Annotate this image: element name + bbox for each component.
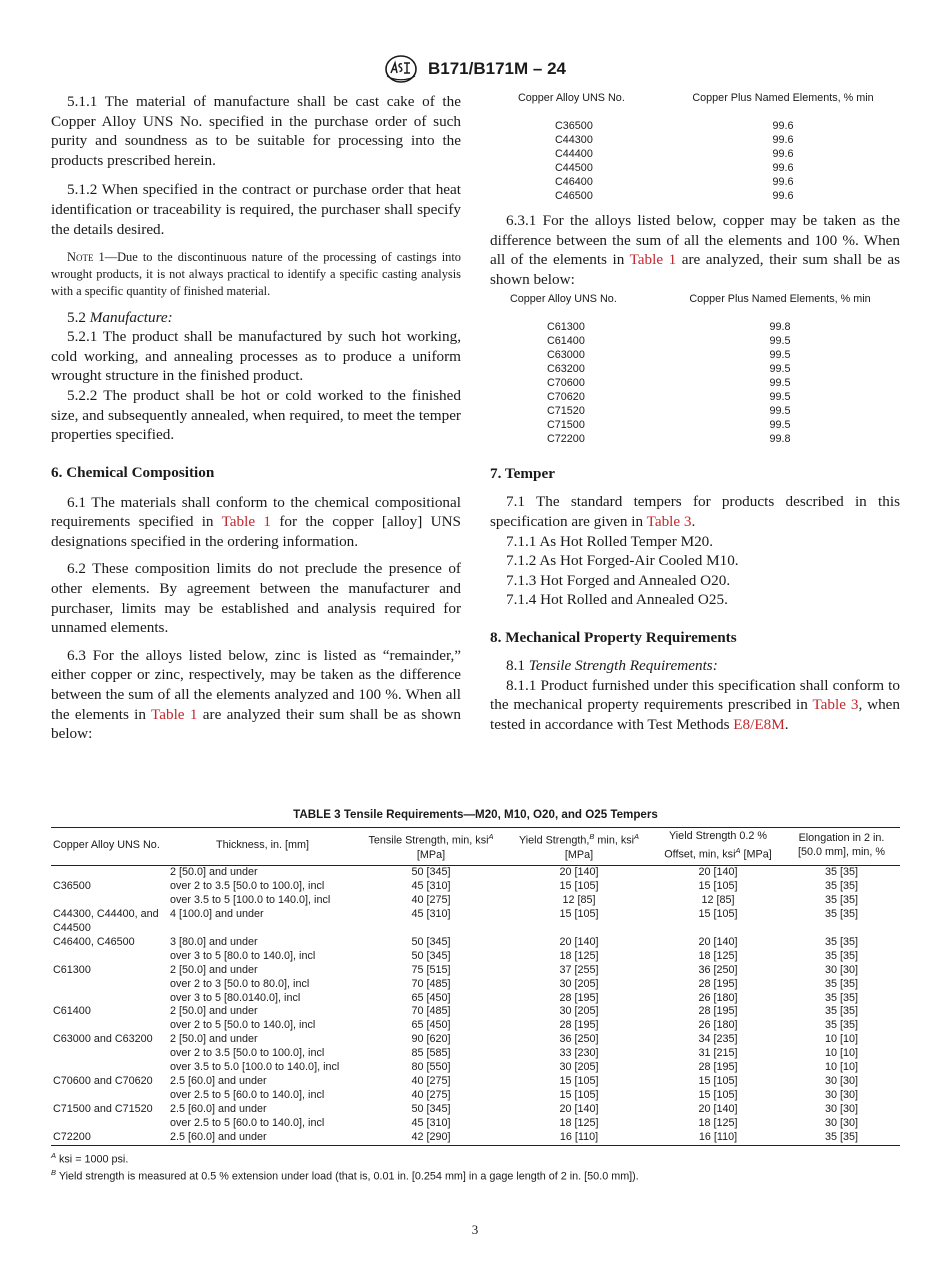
thickness-cell: 2.5 [60.0] and under (168, 1131, 357, 1145)
table-row (51, 894, 900, 908)
alloy-cell: C63200 (547, 363, 585, 376)
thickness-cell: 2 [50.0] and under (170, 866, 258, 879)
value-cell: 99.6 (772, 120, 794, 132)
table-row (51, 1089, 900, 1103)
yield-02-cell: 28 [195] (698, 1061, 738, 1074)
column-header-elongation (783, 828, 900, 866)
table-row (518, 147, 898, 161)
text: 6.3 For the alloys listed below, zinc is listed as “remainder,” either copper or zinc, respectively, may be taken as the difference between the sum of all the elements analyzed and 100 %. When all the elements in (51, 646, 461, 723)
table-row (510, 390, 900, 404)
alloy-cell: C61300 (547, 321, 585, 334)
thickness-cell: over 3.5 to 5.0 [100.0 to 140.0], incl (170, 1061, 340, 1074)
tensile-cell: 40 [275] (411, 894, 451, 907)
value-cell: 99.6 (772, 190, 794, 202)
value-cell: 99.8 (769, 433, 791, 446)
yield-02-cell: 20 [140] (698, 866, 738, 879)
yield-cell: 15 [105] (559, 880, 599, 893)
astm-logo-icon (384, 54, 418, 84)
paragraph-7-1-1: 7.1.1 As Hot Rolled Temper M20. (506, 532, 714, 550)
footnote-mark: B (51, 1168, 57, 1178)
tensile-cell: 85 [585] (411, 1047, 451, 1060)
text: 6.1 The materials shall conform to the chemical compositional requirements specified in (51, 493, 461, 531)
text: for the copper [alloy] UNS designations specified in the ordering information. (51, 513, 461, 550)
thickness-cell: over 3.5 to 5 [100.0 to 140.0], incl (170, 894, 331, 907)
text: , when tested in accordance with Test Methods (490, 696, 900, 733)
alloy-cell: C71500 (547, 419, 585, 432)
tensile-cell: 65 [450] (411, 991, 451, 1004)
alloy-cell: C46500 (555, 190, 593, 202)
column-header: Copper Alloy UNS No. (518, 92, 625, 104)
thickness-cell: over 2.5 to 5 [60.0 to 140.0], incl (170, 1088, 325, 1101)
table-row (510, 432, 900, 446)
tensile-requirements-table (51, 827, 900, 1146)
page-header (0, 54, 950, 84)
value-cell: 99.5 (769, 335, 791, 348)
table-1-link[interactable]: Table 1 (221, 513, 271, 531)
elongation-cell: 35 [35] (783, 1131, 900, 1145)
thickness-cell: over 2 to 3 [50.0 to 80.0], incl (170, 977, 310, 990)
elongation-cell: 35 [35] (824, 894, 859, 907)
table-row (51, 1117, 900, 1131)
elongation-cell: 35 [35] (824, 935, 859, 948)
table-1-link[interactable]: Table 1 (629, 251, 677, 269)
section-title: Manufacture: (89, 308, 173, 326)
yield-cell: 20 [140] (559, 866, 599, 879)
yield-02-cell: 12 [85] (701, 894, 735, 907)
paragraph-5-2-2: 5.2.2 The product shall be hot or cold worked to the finished size, and subsequently annealed, when required, to meet the temper properties specified. (51, 386, 461, 444)
right-column (490, 92, 900, 734)
thickness-cell: over 2 to 3.5 [50.0 to 100.0], incl (170, 1047, 325, 1060)
table-row (518, 161, 898, 175)
alloy-cell (51, 1061, 168, 1075)
thickness-cell: over 3 to 5 [80.0140.0], incl (170, 991, 301, 1004)
yield-02-cell: 15 [105] (698, 880, 738, 893)
alloy-cell: C70600 (547, 377, 585, 390)
yield-02-cell: 18 [125] (698, 1116, 738, 1129)
elongation-cell: 30 [30] (824, 1102, 859, 1115)
column-header-tensile (357, 828, 505, 866)
elongation-cell: 10 [10] (824, 1047, 859, 1060)
paragraph-6-2: 6.2 These composition limits do not preclude the presence of other elements. By agreement between the manufacturer and purchaser, limits may be established and analysis required for unnamed elements. (51, 560, 461, 637)
table-row (51, 936, 900, 950)
paragraph-8-1 (490, 656, 900, 676)
yield-cell: 15 [105] (559, 908, 599, 921)
value-cell: 99.5 (769, 349, 791, 362)
text: 7.1 The standard tempers for products described in this specification are given in (490, 493, 900, 530)
paragraph-6-3 (51, 646, 461, 744)
elongation-cell: 35 [35] (824, 949, 859, 962)
elongation-cell: 35 [35] (824, 991, 859, 1004)
paragraph-7-1-4: 7.1.4 Hot Rolled and Annealed O25. (506, 591, 728, 609)
yield-cell: 16 [110] (505, 1131, 653, 1145)
paragraph-6-3-1 (490, 211, 900, 289)
thickness-cell: 2.5 [60.0] and under (170, 1102, 267, 1115)
tensile-cell: 65 [450] (411, 1019, 451, 1032)
left-column (51, 92, 461, 744)
table-row (51, 1075, 900, 1089)
paragraph-8-1-1: 8.1.1 Product furnished under this specification shall conform to the mechanical property requirements prescribed in Table 3, when tested in accordance with Test Methods E8/E8M. (490, 676, 900, 733)
alloy-cell (51, 1019, 168, 1033)
elongation-cell: 10 [10] (824, 1061, 859, 1074)
footnote-mark: A (488, 832, 494, 841)
alloy-cell (51, 866, 168, 880)
yield-cell: 36 [250] (559, 1033, 599, 1046)
table-row (510, 362, 900, 376)
table-1-link[interactable]: Table 1 (151, 705, 198, 723)
footnote-mark: A (634, 832, 640, 841)
alloy-cell: C46400, C46500 (53, 935, 135, 948)
note-label: Note 1 (67, 250, 105, 265)
yield-cell: 18 [125] (559, 1116, 599, 1129)
value-cell: 99.5 (769, 377, 791, 390)
tensile-cell: 70 [485] (411, 1005, 451, 1018)
footnote-mark: A (735, 845, 741, 855)
table-row (51, 1131, 900, 1145)
column-header: Copper Alloy UNS No. (510, 293, 617, 306)
paragraph-7-1-2: 7.1.2 As Hot Forged-Air Cooled M10. (506, 552, 739, 570)
header-unit: [MPa] (416, 848, 446, 861)
alloy-cell (51, 1089, 168, 1103)
section-number: 8.1 (506, 656, 525, 674)
yield-02-cell: 28 [195] (698, 977, 738, 990)
value-cell: 99.8 (769, 321, 791, 334)
yield-cell: 20 [140] (559, 1102, 599, 1115)
table-row (51, 1047, 900, 1061)
table-row (51, 950, 900, 964)
table-row (51, 1005, 900, 1019)
elongation-cell: 30 [30] (824, 1075, 859, 1087)
value-cell: 99.6 (772, 176, 794, 188)
yield-cell: 20 [140] (559, 935, 599, 948)
yield-02-cell: 36 [250] (698, 963, 738, 976)
column-header-alloy: Copper Alloy UNS No. (51, 828, 168, 866)
alloy-cell: C61400 (547, 335, 585, 348)
yield-cell: 30 [205] (559, 1061, 599, 1074)
footnote-text: Yield strength is measured at 0.5 % extension under load (that is, 0.01 in. [0.254 mm] in a gage length of 2 in. [50.0 mm]). (56, 1170, 639, 1183)
yield-02-cell: 26 [180] (698, 1019, 738, 1032)
column-header-yield (505, 828, 653, 866)
footnote-a (51, 1149, 900, 1167)
header-text: Yield Strength, (518, 834, 590, 847)
footnote-mark: B (589, 832, 595, 841)
yield-02-cell: 16 [110] (653, 1131, 783, 1145)
footnote-mark: A (51, 1150, 57, 1160)
alloy-table-a (518, 92, 898, 203)
alloy-cell: C61300 (53, 963, 91, 976)
text: are analyzed, their sum shall be as shown below: (490, 251, 901, 288)
alloy-cell (51, 950, 168, 964)
text: are analyzed their sum shall be as shown below: (51, 705, 462, 743)
alloy-cell: C44300 (555, 134, 593, 146)
thickness-cell: 2 [50.0] and under (170, 1033, 258, 1046)
yield-cell: 28 [195] (559, 991, 599, 1004)
alloy-cell (51, 894, 168, 908)
table-row (518, 119, 898, 133)
table-row (510, 404, 900, 418)
table-row (51, 992, 900, 1006)
header-text: Yield Strength 0.2 % (668, 830, 768, 842)
alloy-cell: C70620 (547, 391, 585, 404)
heading-mechanical-property-requirements: 8. Mechanical Property Requirements (490, 628, 737, 646)
footnote-text: ksi = 1000 psi. (56, 1153, 129, 1166)
table-row (510, 376, 900, 390)
alloy-cell: C70600 and C70620 (53, 1075, 153, 1087)
alloy-cell: C71500 and C71520 (53, 1102, 153, 1115)
heading-chemical-composition: 6. Chemical Composition (51, 463, 215, 481)
text: 8.1.1 Product furnished under this specification shall conform to the mechanical property requirements prescribed in (490, 676, 900, 714)
table-3-link[interactable]: Table 3 (646, 512, 692, 530)
heading-temper: 7. Temper (490, 465, 555, 483)
thickness-cell: over 2 to 3.5 [50.0 to 100.0], incl (170, 880, 325, 893)
table-row (518, 133, 898, 147)
tensile-cell: 75 [515] (411, 963, 451, 976)
header-text: [50.0 mm], min, % (798, 846, 885, 859)
test-method-e8-link[interactable]: E8/E8M (733, 715, 785, 733)
value-cell: 99.6 (772, 134, 794, 146)
alloy-cell: C36500 (555, 120, 593, 132)
yield-cell: 18 [125] (559, 949, 599, 962)
paragraph-7-1-3: 7.1.3 Hot Forged and Annealed O20. (506, 571, 731, 589)
column-header-thickness: Thickness, in. [mm] (168, 828, 357, 866)
value-cell: 99.5 (769, 363, 791, 376)
header-text: Elongation in 2 in. (798, 832, 885, 845)
tensile-cell: 45 [310] (411, 1116, 451, 1129)
tensile-cell: 80 [550] (411, 1061, 451, 1074)
yield-cell: 28 [195] (559, 1019, 599, 1032)
yield-cell: 37 [255] (559, 963, 599, 976)
alloy-cell (51, 992, 168, 1006)
elongation-cell: 35 [35] (824, 880, 859, 893)
value-cell: 99.6 (772, 162, 794, 174)
paragraph-5-2-1: 5.2.1 The product shall be manufactured by such hot working, cold working, and annealing processes as to produce a uniform wrought structure in the finished product. (51, 328, 461, 385)
tensile-cell: 50 [345] (411, 949, 451, 962)
table-row (51, 908, 900, 936)
alloy-cell: C46400 (555, 176, 593, 188)
table-row (51, 1103, 900, 1117)
table-row (51, 880, 900, 894)
column-header: Copper Plus Named Elements, % min (689, 293, 871, 306)
yield-cell: 33 [230] (559, 1047, 599, 1060)
yield-02-cell: 26 [180] (698, 991, 738, 1004)
yield-02-cell: 15 [105] (698, 1075, 738, 1087)
table-row (510, 348, 900, 362)
yield-cell: 30 [205] (559, 1005, 599, 1018)
yield-02-cell: 18 [125] (698, 949, 738, 962)
text: 6.3.1 For the alloys listed below, copper may be taken as the difference between the sum of all the elements and 100 %. When all of the elements in (490, 212, 900, 269)
paragraph-6-1 (51, 493, 461, 552)
column-header-yield-02 (653, 828, 783, 866)
thickness-cell: over 2.5 to 5 [60.0 to 140.0], incl (170, 1116, 325, 1129)
column-header: Copper Plus Named Elements, % min (692, 92, 874, 104)
elongation-cell: 35 [35] (824, 1005, 859, 1018)
alloy-table-b (510, 293, 900, 446)
table-row (518, 175, 898, 189)
table-3 (51, 808, 900, 1184)
yield-02-cell: 31 [215] (698, 1047, 738, 1060)
alloy-cell (51, 978, 168, 992)
header-text: Tensile Strength, min, ksi (368, 834, 489, 847)
tensile-cell: 50 [345] (411, 866, 451, 879)
elongation-cell: 30 [30] (824, 1116, 859, 1129)
thickness-cell: 2 [50.0] and under (170, 963, 258, 976)
table-row (51, 1033, 900, 1047)
paragraph-5-2 (51, 308, 461, 328)
thickness-cell: 3 [80.0] and under (170, 935, 258, 948)
tensile-cell: 45 [310] (411, 880, 451, 893)
table-row (51, 978, 900, 992)
tensile-cell: 50 [345] (411, 1102, 451, 1115)
alloy-cell: C61400 (53, 1005, 91, 1018)
tensile-cell: 70 [485] (411, 977, 451, 990)
tensile-cell: 90 [620] (411, 1033, 451, 1046)
header-text: Offset, min, ksi (664, 848, 736, 861)
alloy-cell: C63000 and C63200 (53, 1033, 153, 1046)
alloy-cell: C44500 (555, 162, 593, 174)
tensile-cell: 40 [275] (411, 1075, 451, 1087)
yield-02-cell: 34 [235] (698, 1033, 738, 1046)
alloy-cell: C44300, C44400, and C44500 (53, 908, 159, 935)
yield-cell: 30 [205] (559, 977, 599, 990)
yield-02-cell: 20 [140] (698, 935, 738, 948)
elongation-cell: 35 [35] (824, 866, 859, 879)
value-cell: 99.6 (772, 148, 794, 160)
yield-02-cell: 28 [195] (698, 1005, 738, 1018)
table-row (51, 1061, 900, 1075)
alloy-cell: C63000 (547, 349, 585, 362)
table-row (51, 1019, 900, 1033)
elongation-cell: 35 [35] (824, 908, 859, 921)
tensile-cell: 40 [275] (411, 1088, 451, 1101)
alloy-cell: C72200 (51, 1131, 168, 1145)
table-row (510, 334, 900, 348)
alloy-cell: C72200 (547, 433, 585, 446)
page-number: 3 (471, 1222, 479, 1237)
paragraph-5-1-1: 5.1.1 The material of manufacture shall be cast cake of the Copper Alloy UNS No. specified in the purchase order of such purity and soundness as to be suitable for processing into the products prescribed herein. (51, 93, 461, 169)
document-id: B171/B171M – 24 (428, 59, 566, 78)
footnote-b (51, 1166, 900, 1184)
thickness-cell: 2 [50.0] and under (170, 1005, 258, 1018)
thickness-cell: over 2 to 5 [50.0 to 140.0], incl (170, 1019, 316, 1032)
alloy-cell: C36500 (53, 880, 91, 893)
yield-02-cell: 15 [105] (698, 1088, 738, 1101)
table-3-title: TABLE 3 Tensile Requirements—M20, M10, O20, and O25 Tempers (293, 808, 658, 821)
section-number: 5.2 (67, 308, 86, 326)
alloy-cell: C71520 (547, 405, 585, 418)
elongation-cell: 35 [35] (824, 1019, 859, 1032)
thickness-cell: 4 [100.0] and under (170, 908, 264, 921)
header-unit: [MPa] (743, 848, 772, 861)
paragraph-5-1-2: 5.1.2 When specified in the contract or purchase order that heat identification or traceability is required, the purchaser shall specify the details desired. (51, 181, 461, 238)
elongation-cell: 30 [30] (824, 963, 859, 976)
note-1 (51, 249, 461, 299)
table-row (51, 964, 900, 978)
header-unit: [MPa] (564, 848, 594, 861)
yield-02-cell: 20 [140] (698, 1102, 738, 1115)
thickness-cell: 2.5 [60.0] and under (170, 1075, 267, 1087)
elongation-cell: 10 [10] (824, 1033, 859, 1046)
alloy-cell: C44400 (555, 148, 593, 160)
table-row (510, 418, 900, 432)
table-row (510, 320, 900, 334)
thickness-cell: over 3 to 5 [80.0 to 140.0], incl (170, 949, 316, 962)
paragraph-7-1: 7.1 The standard tempers for products described in this specification are given in Table 3. (490, 493, 900, 530)
value-cell: 99.5 (769, 405, 791, 418)
alloy-cell (51, 1117, 168, 1131)
tensile-cell: 50 [345] (411, 935, 451, 948)
section-title: Tensile Strength Requirements: (528, 656, 718, 674)
table-row (51, 866, 900, 880)
yield-02-cell: 15 [105] (698, 908, 738, 921)
tensile-cell: 42 [290] (357, 1131, 505, 1145)
yield-cell: 12 [85] (562, 894, 596, 907)
elongation-cell: 30 [30] (824, 1088, 859, 1101)
yield-cell: 15 [105] (559, 1088, 599, 1101)
table-3-link[interactable]: Table 3 (812, 696, 859, 714)
value-cell: 99.5 (769, 391, 791, 404)
yield-cell: 15 [105] (559, 1075, 599, 1087)
table-row (518, 189, 898, 203)
tensile-cell: 45 [310] (411, 908, 451, 921)
value-cell: 99.5 (769, 419, 791, 432)
header-text: min, ksi (594, 834, 635, 847)
alloy-cell (51, 1047, 168, 1061)
elongation-cell: 35 [35] (824, 977, 859, 990)
note-text: —Due to the discontinuous nature of the processing of castings into wrought products, it is not always practical to identify a specific casting analysis with a specific quantity of finished material. (51, 250, 461, 298)
